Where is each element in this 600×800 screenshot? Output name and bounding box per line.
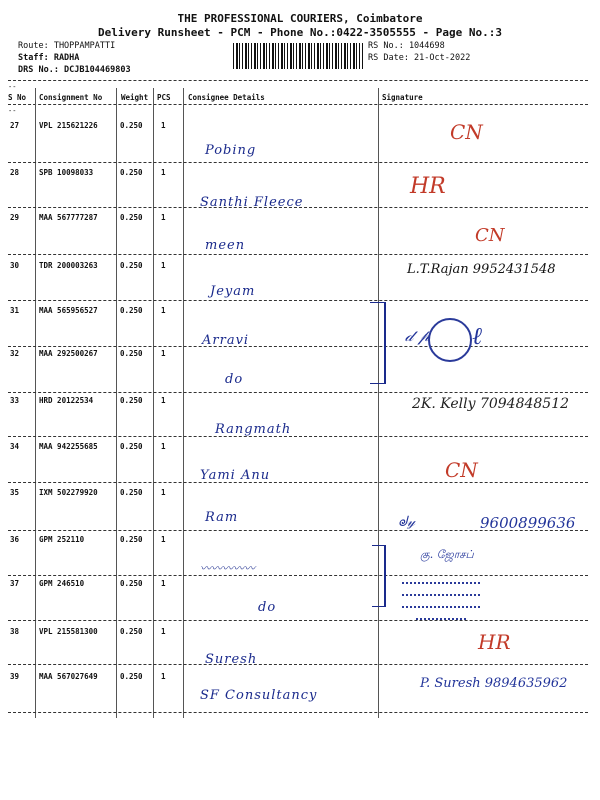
consignee-hand: Pobing (205, 143, 257, 158)
divider-pcs (183, 88, 184, 718)
consignee-hand: do (225, 372, 244, 387)
row-separator (8, 620, 588, 621)
route-label: Route: THOPPAMPATTI (18, 41, 116, 51)
consignee-hand: Yami Anu (200, 468, 271, 483)
col-sno: S No (8, 93, 27, 102)
row-sno: 38 (10, 627, 20, 636)
row-sno: 30 (10, 261, 20, 270)
signature-phone: 9600899636 (480, 514, 576, 532)
row-sno: 28 (10, 168, 20, 177)
row-pcs: 1 (161, 442, 166, 451)
col-consignee: Consignee Details (188, 93, 265, 102)
row-consignment-no: MAA 942255685 (39, 442, 98, 451)
row-separator (8, 162, 588, 163)
consignee-hand: do (258, 600, 277, 615)
row-consignment-no: MAA 292500267 (39, 349, 98, 358)
consignee-hand: SF Consultancy (200, 688, 318, 703)
bracket-mark (372, 545, 386, 607)
row-sno: 31 (10, 306, 20, 315)
consignee-hand: Santhi Fleece (200, 195, 304, 210)
consignee-hand: Arravi (202, 333, 250, 348)
row-pcs: 1 (161, 306, 166, 315)
col-consignment: Consignment No (39, 93, 103, 102)
company-stamp (428, 318, 472, 362)
consignee-hand: Suresh (205, 652, 258, 667)
row-weight: 0.250 (120, 442, 143, 451)
consignee-hand: Rangmath (215, 422, 292, 437)
stamp-line (402, 606, 480, 612)
row-pcs: 1 (161, 627, 166, 636)
row-consignment-no: MAA 567027649 (39, 672, 98, 681)
row-weight: 0.250 (120, 396, 143, 405)
barcode (233, 43, 363, 69)
row-consignment-no: MAA 567777287 (39, 213, 98, 222)
row-pcs: 1 (161, 488, 166, 497)
signature-cn: CN (475, 225, 505, 246)
row-consignment-no: SPB 10098033 (39, 168, 94, 177)
row-weight: 0.250 (120, 168, 143, 177)
divider-consignee (378, 88, 379, 718)
row-sno: 29 (10, 213, 20, 222)
signature-scribble-mark: ᖙ𝓎 (398, 514, 416, 530)
signature-hr: HR (478, 630, 511, 654)
header-bottom-rule (8, 104, 588, 105)
row-separator (8, 436, 588, 437)
row-sno: 36 (10, 535, 20, 544)
consignee-hand-tamil-scribble: 〰︎〰︎〰︎〰︎〰︎ (200, 562, 255, 575)
row-sno: 39 (10, 672, 20, 681)
col-signature: Signature (382, 93, 423, 102)
row-separator (8, 346, 588, 347)
row-consignment-no: VPL 215621226 (39, 121, 98, 130)
row-consignment-no: HRD 20122534 (39, 396, 94, 405)
header-rule-marker: -- (8, 83, 17, 91)
row-pcs: 1 (161, 672, 166, 681)
row-separator (8, 254, 588, 255)
divider-weight (153, 88, 154, 718)
row-separator (8, 482, 588, 483)
consignee-hand: Ram (205, 510, 239, 525)
row-sno: 35 (10, 488, 20, 497)
row-separator (8, 664, 588, 665)
signature-suresh: P. Suresh 9894635962 (420, 676, 568, 691)
consignee-hand: meen (205, 238, 246, 253)
row-consignment-no: GPM 252110 (39, 535, 85, 544)
row-consignment-no: GPM 246510 (39, 579, 85, 588)
row-separator (8, 712, 588, 713)
signature-kelly: 2K. Kelly 7094848512 (412, 396, 570, 412)
row-weight: 0.250 (120, 672, 143, 681)
stamp-line (402, 582, 480, 588)
row-weight: 0.250 (120, 488, 143, 497)
row-separator (8, 575, 588, 576)
company-title: THE PROFESSIONAL COURIERS, Coimbatore (177, 12, 423, 25)
row-separator (8, 392, 588, 393)
row-sno: 32 (10, 349, 20, 358)
bracket-mark (370, 302, 386, 384)
staff-label: Staff: RADHA (18, 53, 80, 63)
row-pcs: 1 (161, 121, 166, 130)
row-weight: 0.250 (120, 535, 143, 544)
row-separator (8, 300, 588, 301)
row-pcs: 1 (161, 349, 166, 358)
rs-number: RS No.: 1044698 (368, 41, 445, 51)
signature-tamil-stamp: கு. ஜோசப் (420, 548, 474, 561)
signature-scribble: 𝒹 𝓅 (405, 326, 430, 345)
col-weight: Weight (121, 93, 149, 102)
signature-mark: ℓ (472, 322, 482, 350)
row-consignment-no: MAA 565956527 (39, 306, 98, 315)
row-pcs: 1 (161, 535, 166, 544)
header-bottom-rule-marker: -- (8, 107, 17, 115)
rs-date: RS Date: 21-Oct-2022 (368, 53, 471, 63)
row-weight: 0.250 (120, 261, 143, 270)
signature-cn: CN (445, 458, 478, 482)
divider-sno (35, 88, 36, 718)
row-weight: 0.250 (120, 627, 143, 636)
row-weight: 0.250 (120, 213, 143, 222)
row-pcs: 1 (161, 579, 166, 588)
row-pcs: 1 (161, 213, 166, 222)
row-sno: 27 (10, 121, 20, 130)
runsheet-title: Delivery Runsheet - PCM - Phone No.:0422-3505555 - Page No.:3 (98, 26, 502, 39)
row-pcs: 1 (161, 168, 166, 177)
drs-label: DRS No.: DCJB104469803 (18, 65, 131, 75)
signature-cn: CN (450, 120, 483, 144)
col-pcs: PCS (157, 93, 171, 102)
row-pcs: 1 (161, 261, 166, 270)
row-sno: 34 (10, 442, 20, 451)
header-rule (8, 80, 588, 81)
stamp-line (402, 594, 480, 600)
merchant-stamp (402, 578, 480, 618)
row-weight: 0.250 (120, 306, 143, 315)
row-sno: 37 (10, 579, 20, 588)
row-weight: 0.250 (120, 121, 143, 130)
row-sno: 33 (10, 396, 20, 405)
stamp-line (416, 618, 466, 624)
row-consignment-no: IXM 502279920 (39, 488, 98, 497)
divider-consignment (116, 88, 117, 718)
row-weight: 0.250 (120, 579, 143, 588)
signature-rajan: L.T.Rajan 9952431548 (407, 262, 556, 277)
consignee-hand: Jeyam (210, 284, 256, 299)
signature-hr: HR (410, 174, 446, 199)
row-pcs: 1 (161, 396, 166, 405)
row-consignment-no: VPL 215581300 (39, 627, 98, 636)
row-consignment-no: TDR 200003263 (39, 261, 98, 270)
row-weight: 0.250 (120, 349, 143, 358)
